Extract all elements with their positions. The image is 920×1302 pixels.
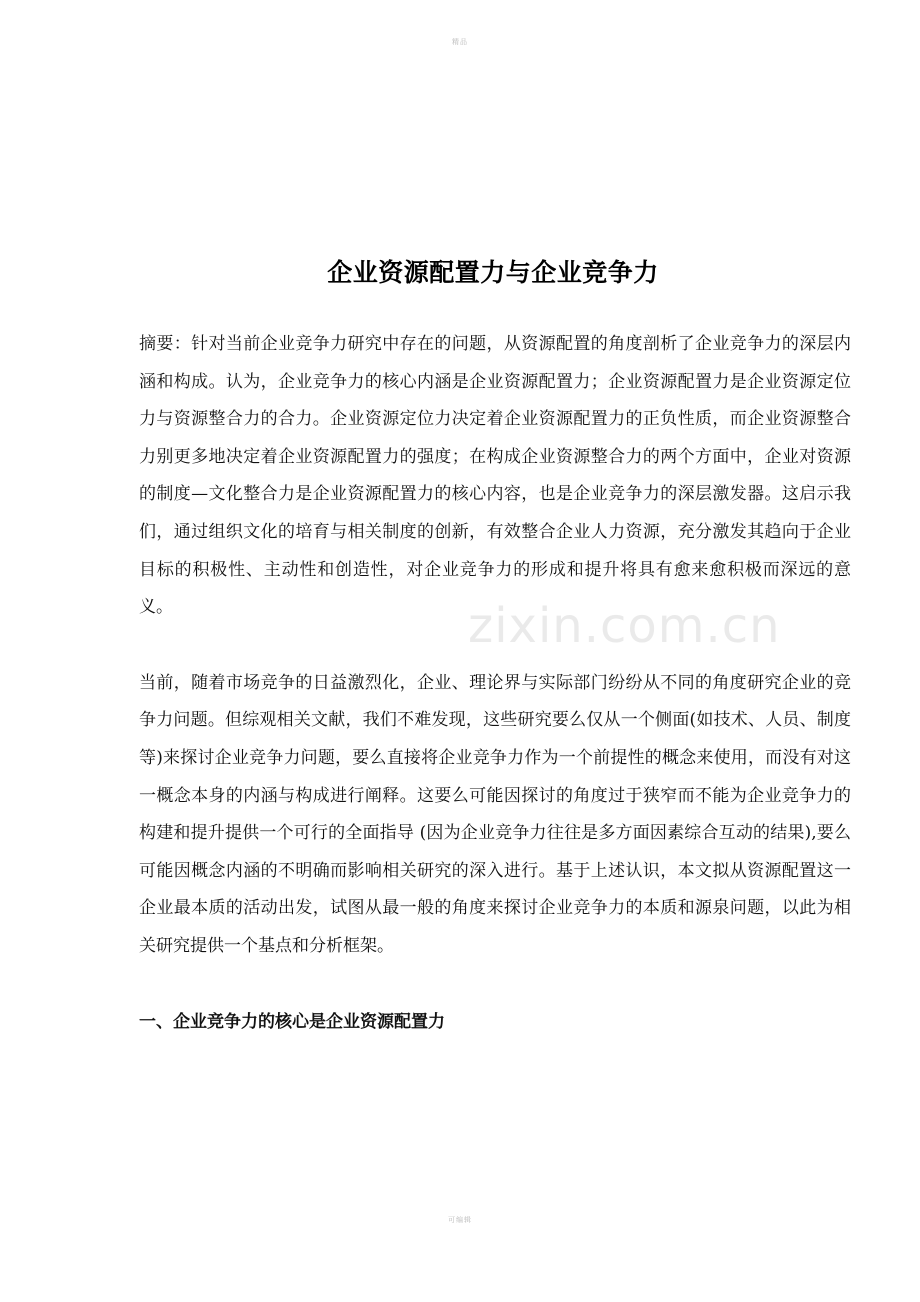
watermark-text: zixin.com.cn xyxy=(468,598,781,654)
document-body xyxy=(139,326,851,1041)
document-title: 企业资源配置力与企业竞争力 xyxy=(327,257,659,287)
intro-paragraph: 当前，随着市场竞争的日益激烈化，企业、理论界与实际部门纷纷从不同的角度研究企业的竞争力问题。但综观相关文献，我们不难发现，这些研究要么仅从一个侧面(如技术、人员、制度等)来探讨企业竞争力问题，要么直接将企业竞争力作为一个前提性的概念来使用，而没有对这一概念本身的内涵与构成进行阐释。这要么可能因探讨的角度过于狭窄而不能为企业竞争力的构建和提升提供一个可行的全面指导 (因为企业竞争力往往是多方面因素综合互动的结果),要么可能因概念内涵的不明确而影响相关研究的深入进行。基于上述认识，本文拟从资源配置这一企业最本质的活动出发，试图从最一般的角度来探讨企业竞争力的本质和源泉问题，以此为相关研究提供一个基点和分析框架。 xyxy=(139,672,851,956)
footer-mark: 可编辑 xyxy=(448,1216,472,1224)
abstract-paragraph: 摘要：针对当前企业竞争力研究中存在的问题，从资源配置的角度剖析了企业竞争力的深层内涵和构成。认为，企业竞争力的核心内涵是企业资源配置力；企业资源配置力是企业资源定位力与资源整合力的合力。企业资源定位力决定着企业资源配置力的正负性质，而企业资源整合力别更多地决定着企业资源配置力的强度；在构成企业资源整合力的两个方面中，企业对资源的制度—文化整合力是企业资源配置力的核心内容，也是企业竞争力的深层激发器。这启示我们，通过组织文化的培育与相关制度的创新，有效整合企业人力资源，充分激发其趋向于企业目标的积极性、主动性和创造性，对企业竞争力的形成和提升将具有愈来愈积极而深远的意义。 xyxy=(139,334,851,618)
section-heading: 一、企业竞争力的核心是企业资源配置力 xyxy=(139,1011,445,1032)
header-mark: 精品 xyxy=(452,38,468,46)
